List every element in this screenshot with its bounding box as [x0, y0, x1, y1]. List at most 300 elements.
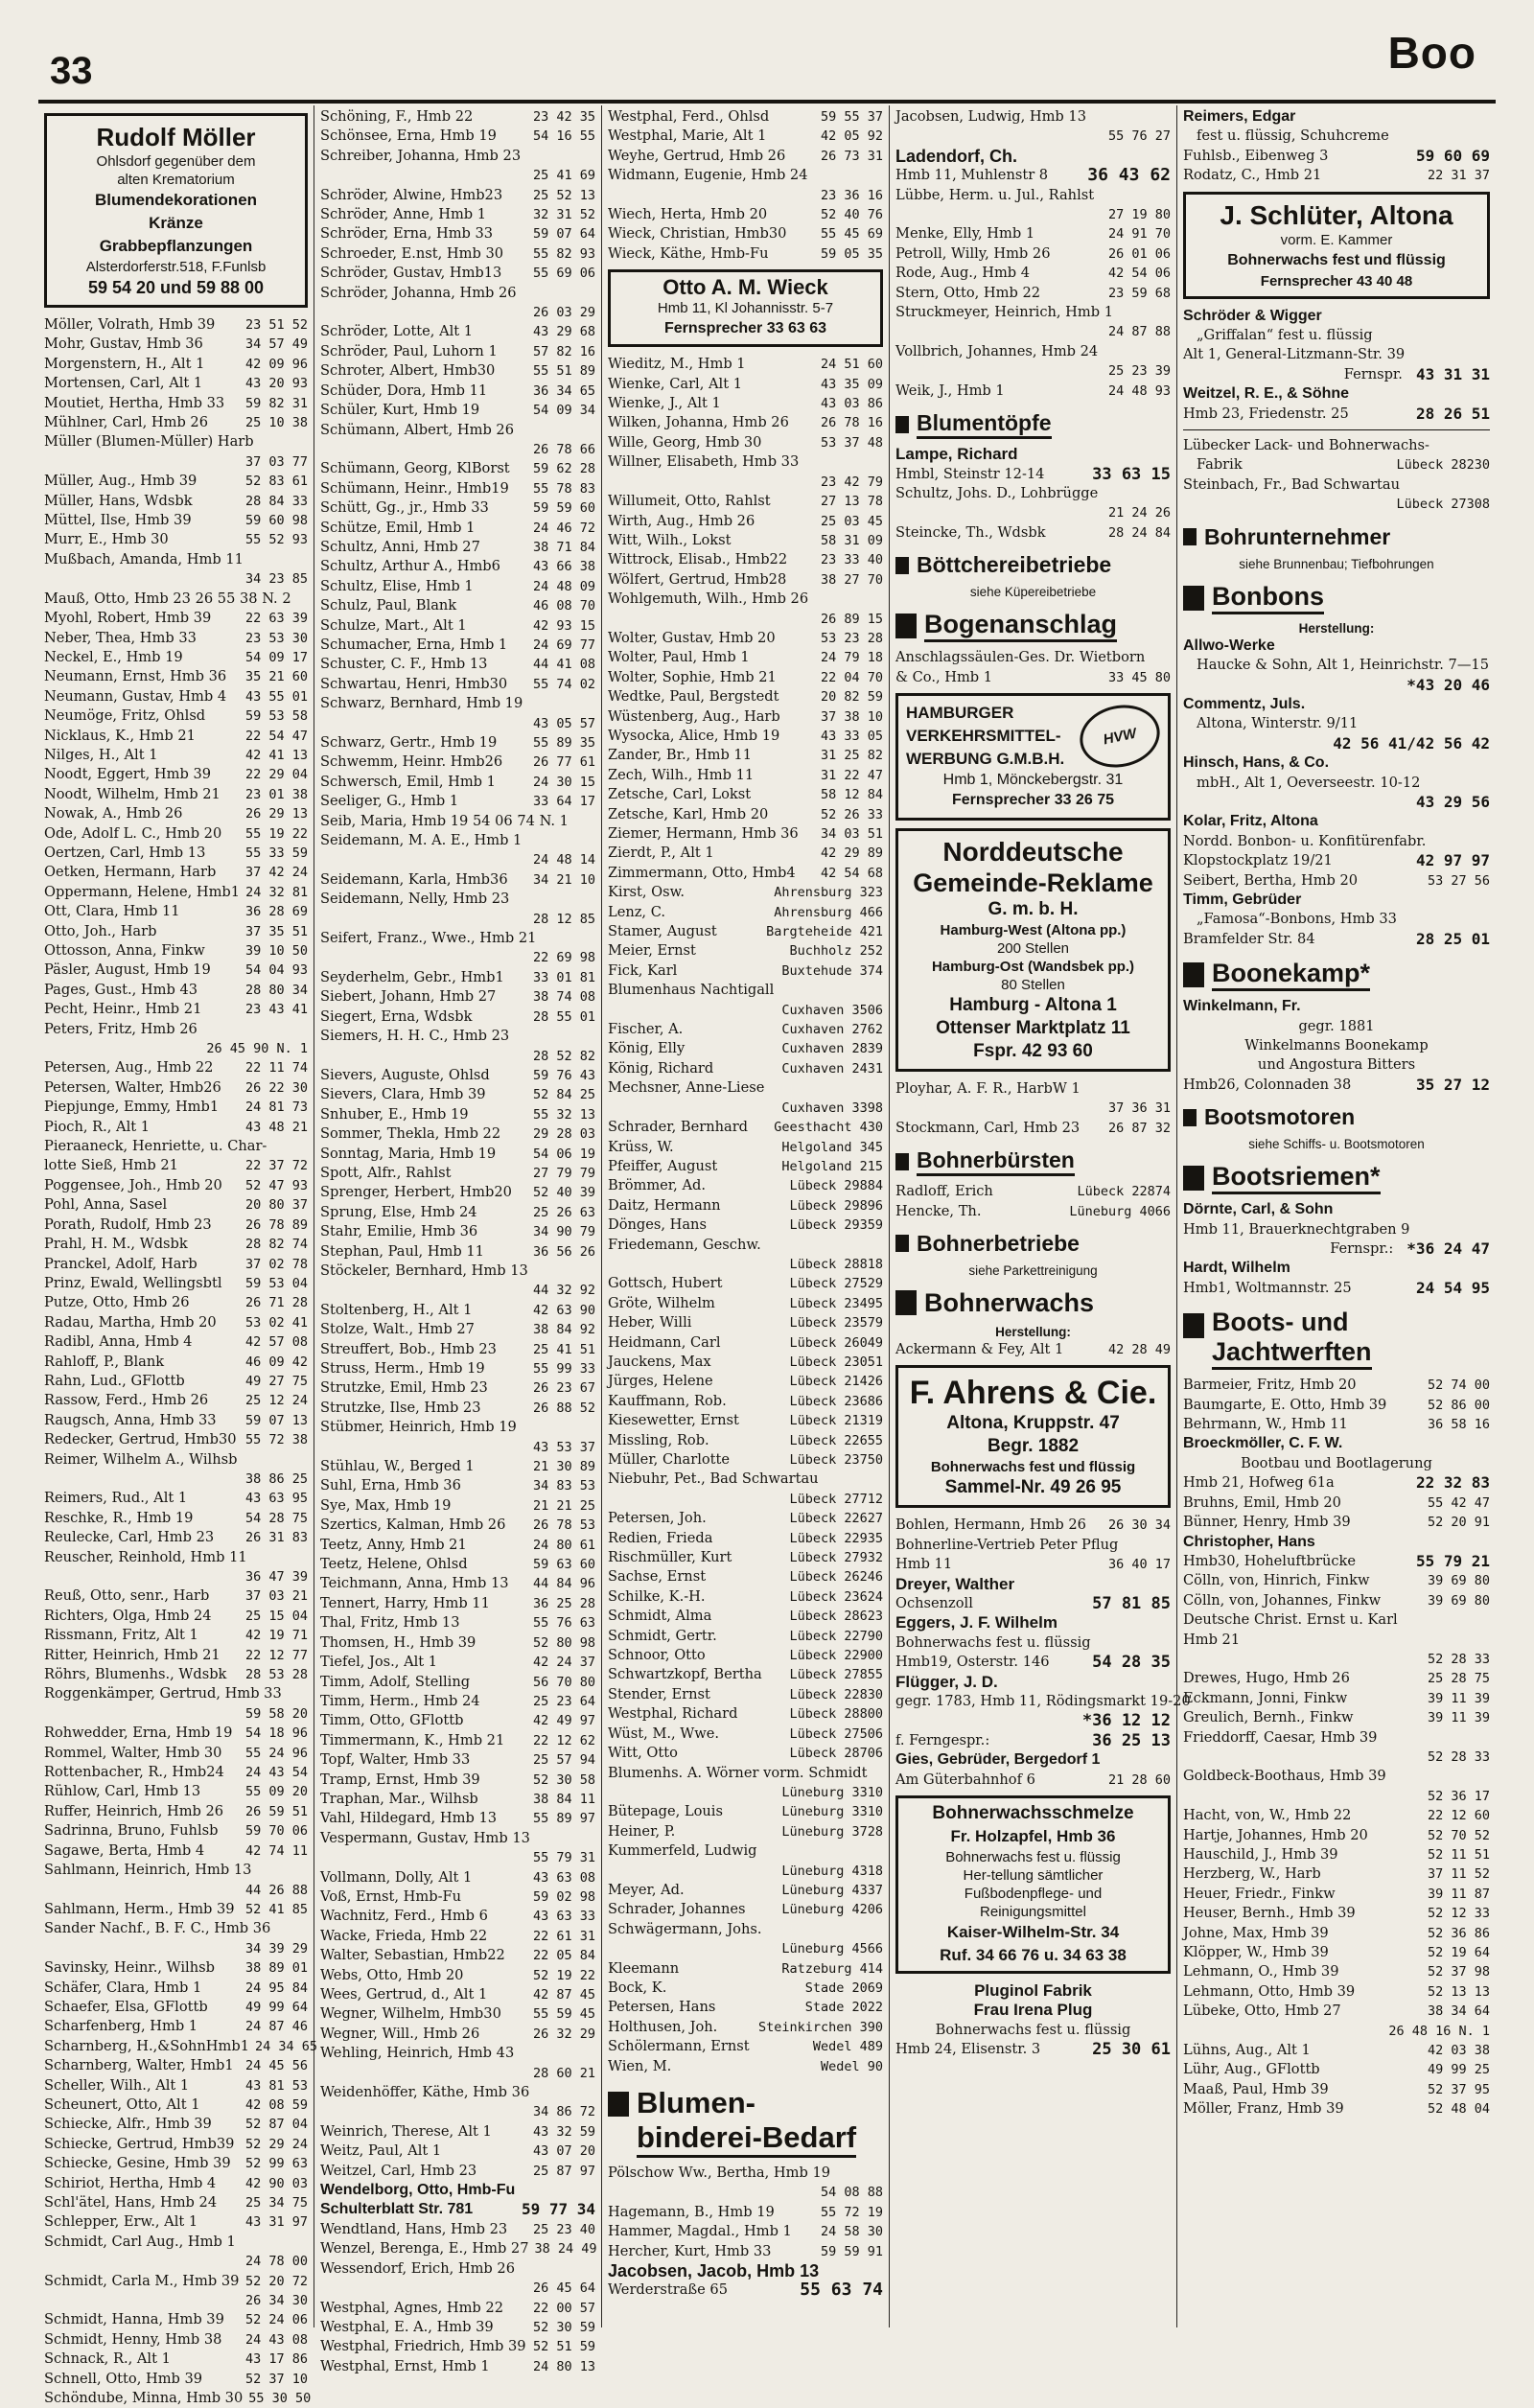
entry-name: Mohr, Gustav, Hmb 36 — [44, 336, 203, 353]
list-item — [1183, 2022, 1490, 2041]
list-item — [1183, 1943, 1490, 1962]
entry-name: Willumeit, Otto, Rahlst — [608, 493, 771, 510]
entry-name: Schröder, Paul, Luhorn 1 — [320, 342, 498, 359]
entry-name: Wachnitz, Ferd., Hmb 6 — [320, 1908, 488, 1925]
entry-name: Johne, Max, Hmb 39 — [1183, 1924, 1329, 1941]
entry-name: Ackermann & Fey, Alt 1 — [895, 1340, 1064, 1357]
list-item — [608, 1372, 883, 1391]
entry-name: Wieck, Christian, Hmb30 — [608, 225, 787, 243]
entry-address: & Co., Hmb 1 — [895, 668, 993, 685]
list-item — [608, 1333, 883, 1353]
list-item — [320, 870, 595, 890]
section-heading-bohrunternehmer — [1183, 524, 1490, 550]
entry-phone — [1165, 186, 1171, 205]
list-item — [320, 303, 595, 322]
entry-phone — [302, 1861, 308, 1880]
entry-name: Lübeke, Otto, Hmb 27 — [1183, 2003, 1341, 2020]
list-item — [608, 1627, 883, 1646]
entry-name: Mechsner, Anne-Liese — [608, 1079, 765, 1097]
list-item — [895, 1771, 1171, 1790]
entry-address: Haucke & Sohn, Alt 1, Heinrichstr. 7—15 — [1197, 657, 1489, 674]
entry-name: Rottenbacher, R., Hmb24 — [44, 1764, 224, 1781]
entry-name: Willner, Elisabeth, Hmb 33 — [608, 453, 800, 471]
entry-name: Missling, Rob. — [608, 1431, 709, 1448]
entry-name: Sonntag, Maria, Hmb 19 — [320, 1145, 497, 1162]
list-item — [44, 550, 308, 569]
entry-phone: 42 56 41/42 56 42 — [1333, 733, 1490, 752]
entry-phone: 42 57 08 — [244, 1334, 308, 1351]
list-item — [608, 1431, 883, 1450]
entry-phone: 55 09 20 — [244, 1784, 308, 1800]
list-item — [895, 147, 1171, 166]
ad-title: Norddeutsche — [942, 836, 1124, 867]
list-item — [320, 714, 595, 733]
entry-name: Schöndube, Minna, Hmb 30 — [44, 2390, 244, 2407]
entry-phone: 42 28 49 — [1107, 1341, 1171, 1357]
entry-name: Seeliger, G., Hmb 1 — [320, 793, 459, 810]
section-bullet — [1183, 1166, 1204, 1191]
list-item — [44, 1489, 308, 1508]
entry-phone: 43 66 38 — [532, 559, 595, 575]
entry-phone: 54 16 55 — [532, 128, 595, 145]
list-item — [1183, 1826, 1490, 1845]
entry-name: Noodt, Wilhelm, Hmb 21 — [44, 785, 221, 802]
entry-phone: 42 97 97 — [1415, 851, 1490, 870]
entry-phone — [302, 550, 308, 569]
entry-name: Wüstenberg, Aug., Harb — [608, 707, 780, 725]
entry-phone: 36 58 16 — [1427, 1417, 1490, 1433]
entry-name: Ottosson, Anna, Finkw — [44, 942, 205, 959]
entry-phone: 52 24 06 — [244, 2312, 308, 2328]
ad-j-schlueter — [1183, 192, 1490, 299]
list-item — [608, 610, 883, 629]
entry-phone: 55 72 38 — [244, 1432, 308, 1448]
list-item — [608, 127, 883, 146]
entry-phone: 24 46 72 — [532, 520, 595, 536]
entry-phone: 24 48 14 — [532, 852, 595, 868]
entry-phone: 26 78 89 — [244, 1216, 308, 1233]
ad-line: Ottenser Marktplatz 11 — [936, 1017, 1130, 1038]
entry-name: Müttel, Ilse, Hmb 39 — [44, 512, 192, 529]
list-item — [895, 1119, 1171, 1138]
entry-reimers — [1183, 107, 1490, 186]
list-item — [895, 465, 1171, 484]
entry-phone: 59 59 91 — [820, 2243, 883, 2259]
entry-phone: Stade 2022 — [804, 2000, 883, 2016]
list-item — [608, 107, 883, 127]
list-item — [608, 433, 883, 452]
entry-name: lotte Sieß, Hmb 21 — [44, 1157, 178, 1174]
entry-name: Schmidt, Henny, Hmb 38 — [44, 2330, 222, 2348]
entry-name: Stühlau, W., Berged 1 — [320, 1458, 475, 1475]
list-item — [44, 2115, 308, 2134]
entry-phone: 38 71 84 — [532, 539, 595, 555]
entry-phone: Lüneburg 3310 — [781, 1784, 883, 1800]
entry-phone: 25 12 24 — [244, 1393, 308, 1409]
entry-address: f. Ferngespr.: — [895, 1731, 990, 1748]
list-item — [44, 609, 308, 628]
entry-name: Oetken, Hermann, Harb — [44, 864, 217, 881]
entry-phone: 57 81 85 — [1092, 1594, 1171, 1613]
list-item — [608, 922, 883, 941]
entry-name: Eggers, J. F. Wilhelm — [895, 1613, 1058, 1632]
entry-name: Schröder, Lotte, Alt 1 — [320, 323, 474, 340]
entry-name: Wessendorf, Erich, Hmb 26 — [320, 2259, 515, 2277]
entry-phone: 55 99 33 — [532, 1361, 595, 1377]
entry-phone: 22 63 39 — [244, 611, 308, 627]
entry-phone: Lübeck 28623 — [789, 1609, 883, 1625]
entry-name: Stöckeler, Bernhard, Hmb 13 — [320, 1262, 528, 1279]
list-item — [44, 1646, 308, 1665]
entry-phone: 37 38 10 — [820, 708, 883, 725]
entry-phone — [590, 421, 595, 440]
entry-name: Schwartzkopf, Bertha — [608, 1666, 762, 1683]
entry-name: Scharnberg, H.,&SohnHmb1 — [44, 2037, 249, 2054]
entry-phone: 26 45 90 N. 1 — [206, 1041, 308, 1057]
entry-address: Altona, Winterstr. 9/11 — [1197, 715, 1359, 732]
entry-name: Heuser, Bernh., Hmb 39 — [1183, 1905, 1356, 1922]
entry-phone: 25 41 51 — [532, 1341, 595, 1357]
entry-name: Lenz, C. — [608, 903, 665, 920]
entry-name: Herzberg, W., Harb — [1183, 1865, 1321, 1883]
entry-phone: 37 35 51 — [244, 923, 308, 939]
entry-name: Lühns, Aug., Alt 1 — [1183, 2042, 1311, 2059]
entry-phone: 59 82 31 — [244, 395, 308, 411]
entry-name: Flügger, J. D. — [895, 1672, 998, 1691]
entry-address: Hmb26, Colonnaden 38 — [1183, 1076, 1352, 1093]
list-item — [44, 961, 308, 980]
list-item — [1183, 1076, 1490, 1095]
entry-phone: 28 60 21 — [532, 2065, 595, 2081]
section-bullet — [895, 1153, 909, 1170]
list-item — [44, 1919, 308, 1938]
entry-phone: Lüneburg 3728 — [781, 1823, 883, 1840]
entry-name: Vollbrich, Johannes, Hmb 24 — [895, 342, 1099, 359]
entry-name: Allwo-Werke — [1183, 637, 1275, 654]
entry-name — [1183, 1787, 1422, 1806]
entry-phone: 28 26 51 — [1415, 404, 1490, 423]
entry-name: Tramp, Ernst, Hmb 39 — [320, 1771, 480, 1788]
entry-phone: 26 34 30 — [244, 2293, 308, 2309]
entry-phone: 55 19 22 — [244, 825, 308, 842]
entry-name: Schütze, Emil, Hmb 1 — [320, 519, 476, 536]
list-item — [608, 1862, 883, 1881]
entry-phone: 24 45 56 — [244, 2058, 308, 2074]
entry-name: Wieditz, M., Hmb 1 — [608, 356, 746, 373]
entry-phone: 54 28 75 — [244, 1510, 308, 1526]
list-item — [895, 264, 1171, 283]
entry-list — [608, 355, 883, 2076]
entry-phone: Lübeck 22935 — [789, 1530, 883, 1546]
entry-phone: 52 74 00 — [1427, 1378, 1490, 1394]
list-item — [44, 2350, 308, 2369]
entry-phone: 24 79 18 — [820, 650, 883, 666]
entry-phone: Helgoland 345 — [781, 1139, 883, 1155]
entry-name: Fick, Karl — [608, 961, 678, 979]
entry-phone: 44 32 92 — [532, 1283, 595, 1299]
list-item — [608, 981, 883, 1000]
entry-phone — [877, 1470, 883, 1489]
entry-phone: 43 63 33 — [532, 1909, 595, 1925]
entry-name: Schmidt, Carla M., Hmb 39 — [44, 2272, 240, 2289]
entry-bonbons — [1183, 637, 1490, 950]
entry-phone: 43 20 93 — [244, 376, 308, 392]
entry-phone: 46 08 70 — [532, 598, 595, 614]
entry-name: Schöning, F., Hmb 22 — [320, 108, 474, 125]
list-item — [1183, 734, 1490, 753]
list-item — [608, 1020, 883, 1039]
list-item — [44, 2017, 308, 2036]
list-item — [895, 1202, 1171, 1221]
entry-name: Scheunert, Otto, Alt 1 — [44, 2095, 200, 2113]
list-item — [320, 890, 595, 909]
entry-name: Schreiber, Johanna, Hmb 23 — [320, 147, 522, 164]
page-number: 33 — [50, 50, 93, 92]
heading-line: Blumen- — [637, 2086, 755, 2119]
entry-name: Klöpper, W., Hmb 39 — [1183, 1944, 1329, 1961]
entry-name: Westphal, Richard — [608, 1705, 738, 1723]
entry-phone: 22 29 04 — [244, 767, 308, 783]
entry-name — [608, 2183, 815, 2202]
entry-name: Frau Irena Plug — [973, 2001, 1093, 2020]
entry-name: Sprenger, Herbert, Hmb20 — [320, 1184, 512, 1201]
list-item — [608, 648, 883, 667]
entry-phone: 20 82 59 — [820, 689, 883, 706]
entry-phone: 25 30 61 — [1092, 2040, 1171, 2060]
entry-name — [320, 1281, 527, 1300]
entry-name: Wysocka, Alice, Hmb 19 — [608, 727, 780, 744]
entry-name: Seibert, Bertha, Hmb 20 — [1183, 871, 1359, 889]
list-item — [1183, 1415, 1490, 1434]
entry-name: Weitzel, R. E., & Söhne — [1183, 385, 1350, 403]
list-item — [44, 1607, 308, 1626]
ad-line: VERKEHRSMITTEL- — [906, 726, 1061, 745]
list-item — [1183, 166, 1490, 185]
entry-name: Sye, Max, Hmb 19 — [320, 1496, 452, 1514]
entry-name — [320, 2279, 527, 2298]
list-item — [44, 1704, 308, 1724]
list-item — [1183, 851, 1490, 870]
entry-phone: 42 19 71 — [244, 1628, 308, 1644]
entry-name: Prahl, H. M., Wdsbk — [44, 1236, 188, 1253]
list-item — [320, 1438, 595, 1457]
entry-name: Reschke, R., Hmb 19 — [44, 1509, 194, 1526]
entry-phone: 36 28 69 — [244, 904, 308, 920]
entry-phone: Lübeck 27932 — [789, 1550, 883, 1566]
list-item — [608, 1841, 883, 1861]
entry-phone: 33 45 80 — [1107, 669, 1171, 685]
entry-phone: 52 11 51 — [1427, 1847, 1490, 1863]
list-item — [1183, 1748, 1490, 1767]
list-item — [44, 472, 308, 491]
entry-phone: 44 26 88 — [244, 1882, 308, 1898]
entry-name — [44, 1881, 240, 1900]
entry-name: Seib, Maria, Hmb 19 54 06 74 N. 1 — [320, 812, 569, 829]
entry-phone: 52 28 33 — [1427, 1651, 1490, 1667]
entry-name — [895, 503, 1103, 522]
list-item — [1183, 1845, 1490, 1864]
ad-line: vorm. E. Kammer — [1280, 231, 1393, 248]
list-item — [608, 687, 883, 706]
entry-name — [320, 166, 527, 185]
list-item — [1183, 891, 1490, 910]
entry-phone: 52 37 95 — [1427, 2081, 1490, 2097]
list-item — [1183, 384, 1490, 404]
ad-rudolf-moeller — [44, 113, 308, 308]
list-item — [608, 883, 883, 902]
entry-phone: 55 51 89 — [532, 363, 595, 380]
entry-name — [44, 1470, 240, 1489]
entry-phone: 26 78 66 — [532, 441, 595, 457]
entry-address: Hmb1, Woltmannstr. 25 — [1183, 1279, 1352, 1296]
entry-name: Moutiet, Hertha, Hmb 33 — [44, 394, 225, 411]
entry-phone — [590, 2083, 595, 2102]
entry-phone: 55 59 45 — [532, 2006, 595, 2023]
list-item — [44, 1332, 308, 1352]
list-item — [320, 2162, 595, 2181]
section-heading-bootsmotoren — [1183, 1104, 1490, 1130]
list-item — [320, 792, 595, 811]
entry-phone: 24 80 61 — [532, 1537, 595, 1553]
list-item — [895, 322, 1171, 341]
entry-phone: 39 69 80 — [1427, 1573, 1490, 1589]
entry-name: Struckmeyer, Heinrich, Hmb 1 — [895, 304, 1114, 321]
list-item — [895, 1653, 1171, 1672]
entry-name: Ritter, Heinrich, Hmb 21 — [44, 1646, 221, 1663]
entry-name: Pecht, Heinr., Hmb 21 — [44, 1001, 202, 1018]
list-item — [895, 1594, 1171, 1613]
entry-name: Schwartau, Henri, Hmb30 — [320, 675, 508, 692]
entry-phone: Lübeck 27308 — [1396, 497, 1490, 513]
entry-phone: 52 19 64 — [1427, 1945, 1490, 1961]
list-item — [320, 987, 595, 1007]
entry-phone: 42 54 68 — [820, 865, 883, 881]
ad-title: J. Schlüter, Altona — [1220, 199, 1453, 230]
section-heading-boettcherei — [895, 552, 1171, 578]
list-item — [608, 864, 883, 883]
entry-phone: 42 41 13 — [244, 747, 308, 763]
entry-phone: 25 57 94 — [532, 1752, 595, 1769]
entry-name: Sagawe, Berta, Hmb 4 — [44, 1841, 205, 1859]
entry-name: Schultz, Elise, Hmb 1 — [320, 577, 474, 594]
list-item — [320, 1771, 595, 1790]
list-item — [608, 224, 883, 243]
entry-phone: 55 82 93 — [532, 245, 595, 262]
entry-phone: 36 40 17 — [1107, 1557, 1171, 1573]
entry-name: Gies, Gebrüder, Bergedorf 1 — [895, 1751, 1101, 1769]
entry-name — [320, 303, 527, 322]
list-item — [320, 1536, 595, 1555]
entry-phone: 55 78 83 — [532, 480, 595, 497]
entry-name: Wölfert, Gertrud, Hmb28 — [608, 570, 787, 588]
list-item — [608, 1001, 883, 1020]
entry-phone: 26 01 06 — [1107, 245, 1171, 262]
entry-phone: 24 87 46 — [244, 2019, 308, 2035]
see-also-note: siehe Parkettreinigung — [968, 1262, 1098, 1278]
list-item — [44, 374, 308, 393]
list-item — [1183, 1533, 1490, 1552]
list-item — [608, 452, 883, 472]
entry-phone: 21 21 25 — [532, 1497, 595, 1514]
entry-phone: 37 03 77 — [244, 453, 308, 470]
entry-name: Reulecke, Carl, Hmb 23 — [44, 1529, 215, 1546]
entry-phone: 22 69 98 — [532, 950, 595, 966]
entry-name: Timm, Herm., Hmb 24 — [320, 1692, 480, 1709]
list-item — [320, 1320, 595, 1339]
entry-name — [895, 205, 1103, 224]
list-item — [1183, 1631, 1490, 1650]
entry-gies — [895, 1750, 1171, 1790]
entry-phone: Lübeck 22655 — [789, 1432, 883, 1448]
entry-name: Streuffert, Bob., Hmb 23 — [320, 1340, 497, 1357]
entry-phone: 42 90 03 — [244, 2175, 308, 2191]
entry-phone: Buchholz 252 — [789, 943, 883, 960]
list-item — [1183, 832, 1490, 851]
entry-name: Tiefel, Jos., Alt 1 — [320, 1654, 438, 1671]
list-item — [44, 1313, 308, 1332]
entry-phone — [877, 981, 883, 1000]
entry-name: Sprung, Else, Hmb 24 — [320, 1203, 477, 1220]
list-item — [608, 2222, 883, 2241]
entry-phone: 38 84 11 — [532, 1791, 595, 1807]
entry-name: Sahlmann, Heinrich, Hmb 13 — [44, 1862, 252, 1879]
list-item — [44, 629, 308, 648]
entry-phone: 52 30 58 — [532, 1771, 595, 1788]
list-item — [320, 2239, 595, 2258]
entry-name: Menke, Elly, Hmb 1 — [895, 225, 1035, 243]
ad-line: Kaiser-Wilhelm-Str. 34 — [946, 1923, 1120, 1942]
entry-phone: 34 03 51 — [820, 826, 883, 842]
entry-phone — [1484, 1610, 1490, 1630]
entry-phone: Lübeck 28818 — [789, 1256, 883, 1272]
entry-phone: Cuxhaven 2431 — [781, 1060, 883, 1077]
entry-name: Schümann, Heinr., Hmb19 — [320, 479, 509, 497]
entry-name: Pohl, Anna, Sasel — [44, 1196, 168, 1214]
entry-name — [1183, 1748, 1422, 1767]
entry-phone: Bargteheide 421 — [766, 924, 883, 940]
list-item — [44, 2056, 308, 2075]
entry-name: Timmermann, K., Hmb 21 — [320, 1731, 505, 1748]
entry-name: Stern, Otto, Hmb 22 — [895, 284, 1041, 301]
entry-name: Vollmann, Dolly, Alt 1 — [320, 1868, 473, 1886]
list-item — [1183, 1220, 1490, 1239]
entry-phone: 34 86 72 — [532, 2104, 595, 2120]
list-item — [1183, 1259, 1490, 1278]
entry-phone: *43 20 46 — [1406, 675, 1490, 694]
entry-name: Hmb 11 — [895, 1556, 953, 1573]
entry-phone: 43 48 21 — [244, 1119, 308, 1135]
list-item — [1183, 2080, 1490, 2099]
list-item — [44, 413, 308, 432]
list-item — [608, 166, 883, 185]
list-item — [44, 1567, 308, 1586]
entry-phone: 42 08 59 — [244, 2096, 308, 2113]
entry-phone: 27 79 79 — [532, 1165, 595, 1181]
entry-name: Nicklaus, K., Hmb 21 — [44, 727, 196, 744]
list-item — [44, 1821, 308, 1841]
list-item — [44, 1274, 308, 1293]
entry-name: Stamer, August — [608, 923, 717, 940]
list-item — [44, 1098, 308, 1117]
list-item — [1183, 1767, 1490, 1786]
entry-name: Siegert, Erna, Wdsbk — [320, 1007, 473, 1025]
subheading: Herstellung: — [1298, 620, 1375, 636]
list-item — [320, 127, 595, 146]
entry-name: Spott, Alfr., Rahlst — [320, 1164, 452, 1181]
entry-phone: 23 42 79 — [820, 474, 883, 490]
list-item — [608, 205, 883, 224]
entry-name — [895, 1099, 1103, 1118]
